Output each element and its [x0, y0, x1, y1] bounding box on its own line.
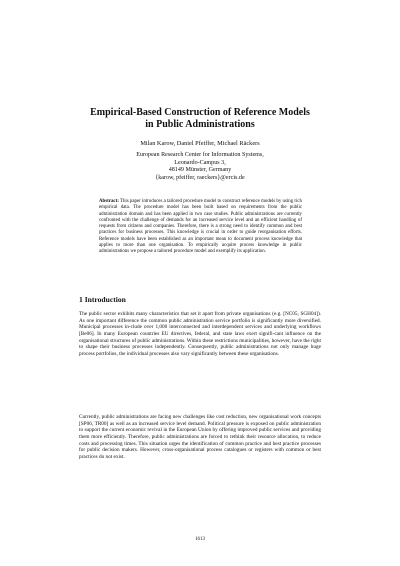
affiliation-line: European Research Center for Information Systems,: [136, 152, 264, 158]
affiliation-email: {karow, pfeiffer, raeckers}@ercis.de: [155, 174, 245, 181]
abstract-label: Abstract:: [99, 199, 119, 204]
affiliation-line: Leonardo-Campus 3,: [174, 159, 226, 166]
body-paragraph-2: Currently, public administrations are facing new challenges like cost reduction, new organisational work concepts [SP06, TR00] as well as an increased service level demand. Political pressure is exposed on public administration to support the current economic revival in the European Union by offering improved public services and providing them more efficiently. Therefore, public administrations are forced to rethink their resource allocation, to reduce costs and processing times. This situation urges the identification of common practice and best practice processes for public decision makers. However, cross-organisational process catalogues or registers with common or best practices do not exist.: [79, 414, 321, 460]
page-number: 1613: [195, 537, 205, 542]
title-line-1: Empirical-Based Construction of Reference Models: [90, 107, 310, 118]
abstract: [99, 199, 302, 255]
affiliation-line: 48149 Münster, Germany: [168, 167, 232, 174]
title-line-2: in Public Administrations: [145, 119, 255, 130]
section-heading: 1 Introduction: [79, 295, 126, 304]
abstract-text: This paper introduces a tailored procedure model to construct reference models by using rich empirical data. The procedure model has been built based on requirements from the public administration domain and has been applied in two case studies. Public administrations are currently confronted with the challenge of demands for an increased service level and an efficient handling of requests from citizens and companies. Therefore, there is a strong need to identify common and best practices for business processes. This knowledge is crucial in order to guide reorganisation efforts. Reference models have been established as an important mean to document process knowledge that applies to more than one organisation. To empirically acquire process knowledge in public administrations we propose a tailored procedure model and exemplify its application.: [99, 199, 302, 254]
affiliation-block: [40, 152, 360, 182]
paper-title: [40, 107, 360, 131]
body-paragraph-1: The public sector exhibits many characteristics that set it apart from private organisations (e.g. [NC05, SGH04]). As one important difference the common public administration service portfolio is significantly more diversified. Municipal processes in-clude over 1,000 interconnected and interdependent services and underlying workflows [Be06]. In many European countries EU directives, federal, and state laws exert signifi-cant influence on the organisational structures of public administrations. Within these restrictions municipalities, however, have the right to shape their business processes independently. Consequently, public administrations not only manage huge process portfolios, the individual processes also vary significantly between these organisations.: [79, 311, 321, 357]
author-list: Milan Karow, Daniel Pfeiffer, Michael Räckers: [140, 140, 260, 147]
